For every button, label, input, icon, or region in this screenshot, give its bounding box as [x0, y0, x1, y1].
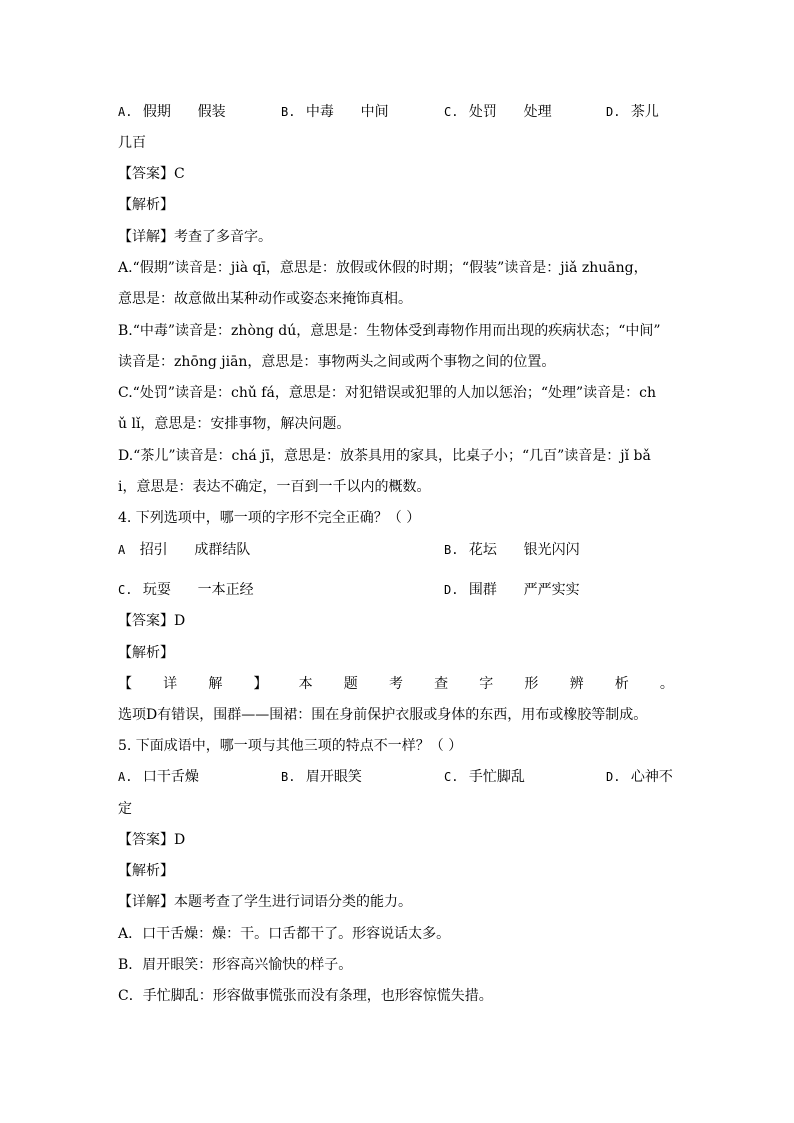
- q5-option-d-label: D.: [606, 770, 621, 784]
- q5-option-d-text: 心神不: [630, 769, 673, 785]
- q5-detail: 【详解】本题考查了学生进行词语分类的能力。: [118, 894, 412, 910]
- q5-option-c: [444, 767, 525, 787]
- q5-option-c-label: C.: [444, 770, 459, 784]
- q3-analysis-label: 【解析】: [118, 197, 174, 213]
- q5-option-b: [281, 767, 362, 787]
- q3-option-c-text: 处罚 处理: [468, 104, 552, 120]
- q4-question: 4. 下列选项中，哪一项的字形不完全正确？（ ）: [118, 510, 421, 526]
- q4-option-a: [118, 540, 250, 560]
- q5-option-a-text: 口干舌燥: [142, 769, 199, 785]
- q3-option-b: [281, 102, 389, 122]
- q3-option-c-label: C.: [444, 105, 459, 119]
- q4-option-a-label: A: [118, 543, 126, 557]
- q3-line-1: A.“假期”读音是：jià qī，意思是：放假或休假的时期；“假装”读音是：jiǎ zhuāng，: [118, 260, 648, 276]
- q3-line-3: B.“中毒”读音是：zhòng dú，意思是：生物体受到毒物作用而出现的疾病状态；“中间”: [118, 323, 661, 339]
- q3-line-5: C.“处罚”读音是：chǔ fá，意思是：对犯错误或犯罪的人加以惩治；“处理”读音是：ch: [118, 385, 657, 401]
- q4-detail-char: 【: [118, 676, 132, 692]
- q3-option-d: [606, 102, 659, 122]
- q4-detail-char: 题: [343, 676, 358, 692]
- q3-line-4: 读音是：zhōng jiān，意思是：事物两头之间或两个事物之间的位置。: [118, 354, 556, 370]
- q4-option-b: [444, 540, 580, 560]
- q3-option-d-text: 茶儿: [630, 104, 659, 120]
- q3-option-a-text: 假期 假装: [142, 104, 226, 120]
- q3-option-c: [444, 102, 552, 122]
- q5-option-a: [118, 767, 199, 787]
- q5-option-d-wrap: 定: [118, 801, 132, 817]
- q5-question: 5. 下面成语中，哪一项与其他三项的特点不一样？（ ）: [118, 738, 463, 754]
- q4-detail-line-2: 选项D有错误，围群——围裙：围在身前保护衣服或身体的东西，用布或橡胶等制成。: [118, 707, 648, 723]
- q4-option-d-label: D.: [444, 583, 459, 597]
- q4-answer: 【答案】D: [118, 613, 186, 629]
- q4-detail-line-1: [118, 674, 674, 694]
- q4-option-d-text: 围群 严严实实: [468, 582, 580, 598]
- q3-option-a: [118, 102, 226, 122]
- q4-detail-char: 字: [479, 676, 494, 692]
- q3-option-d-wrap: 几百: [118, 135, 146, 151]
- q4-option-c: [118, 580, 254, 600]
- q4-option-d: [444, 580, 580, 600]
- q3-option-a-label: A.: [118, 105, 133, 119]
- q4-detail-char: 。: [659, 676, 674, 692]
- q5-option-b-label: B.: [281, 770, 296, 784]
- q4-option-b-label: B.: [444, 543, 459, 557]
- q4-detail-char: 析: [614, 676, 629, 692]
- q4-detail-char: 查: [434, 676, 449, 692]
- q3-line-6: ǔ lǐ，意思是：安排事物，解决问题。: [118, 416, 351, 432]
- q5-analysis-label: 【解析】: [118, 863, 174, 879]
- q4-option-a-text: 招引 成群结队: [139, 542, 251, 558]
- q3-line-8: i，意思是：表达不确定，一百到一千以内的概数。: [118, 479, 431, 495]
- q5-line-2: B．眉开眼笑：形容高兴愉快的样子。: [118, 957, 353, 973]
- q5-option-d: [606, 767, 673, 787]
- q3-line-7: D.“茶儿”读音是：chá jī，意思是：放茶具用的家具，比桌子小；“几百”读音是：jǐ bǎ: [118, 448, 651, 464]
- q4-detail-char: 形: [524, 676, 539, 692]
- q3-line-2: 意思是：故意做出某种动作或姿态来掩饰真相。: [118, 291, 412, 307]
- q4-analysis-label: 【解析】: [118, 645, 174, 661]
- q3-option-b-label: B.: [281, 105, 296, 119]
- q3-option-b-text: 中毒 中间: [305, 104, 389, 120]
- q4-option-c-text: 玩耍 一本正经: [142, 582, 254, 598]
- q5-answer: 【答案】D: [118, 832, 186, 848]
- q4-detail-char: 详: [163, 676, 178, 692]
- q3-detail: 【详解】考查了多音字。: [118, 229, 272, 245]
- q3-answer: 【答案】C: [118, 166, 185, 182]
- q4-option-c-label: C.: [118, 583, 133, 597]
- q4-detail-char: 考: [388, 676, 403, 692]
- q4-detail-char: 本: [298, 676, 313, 692]
- q4-detail-char: 解: [208, 676, 223, 692]
- q5-option-b-text: 眉开眼笑: [305, 769, 362, 785]
- q5-line-1: A．口干舌燥：燥：干。口舌都干了。形容说话太多。: [118, 926, 451, 942]
- q5-option-a-label: A.: [118, 770, 133, 784]
- q5-line-3: C．手忙脚乱：形容做事慌张而没有条理，也形容惊慌失措。: [118, 988, 493, 1004]
- q4-detail-char: 辨: [569, 676, 584, 692]
- q4-detail-char: 】: [253, 676, 268, 692]
- q5-option-c-text: 手忙脚乱: [468, 769, 525, 785]
- q3-option-d-label: D.: [606, 105, 621, 119]
- q4-option-b-text: 花坛 银光闪闪: [468, 542, 580, 558]
